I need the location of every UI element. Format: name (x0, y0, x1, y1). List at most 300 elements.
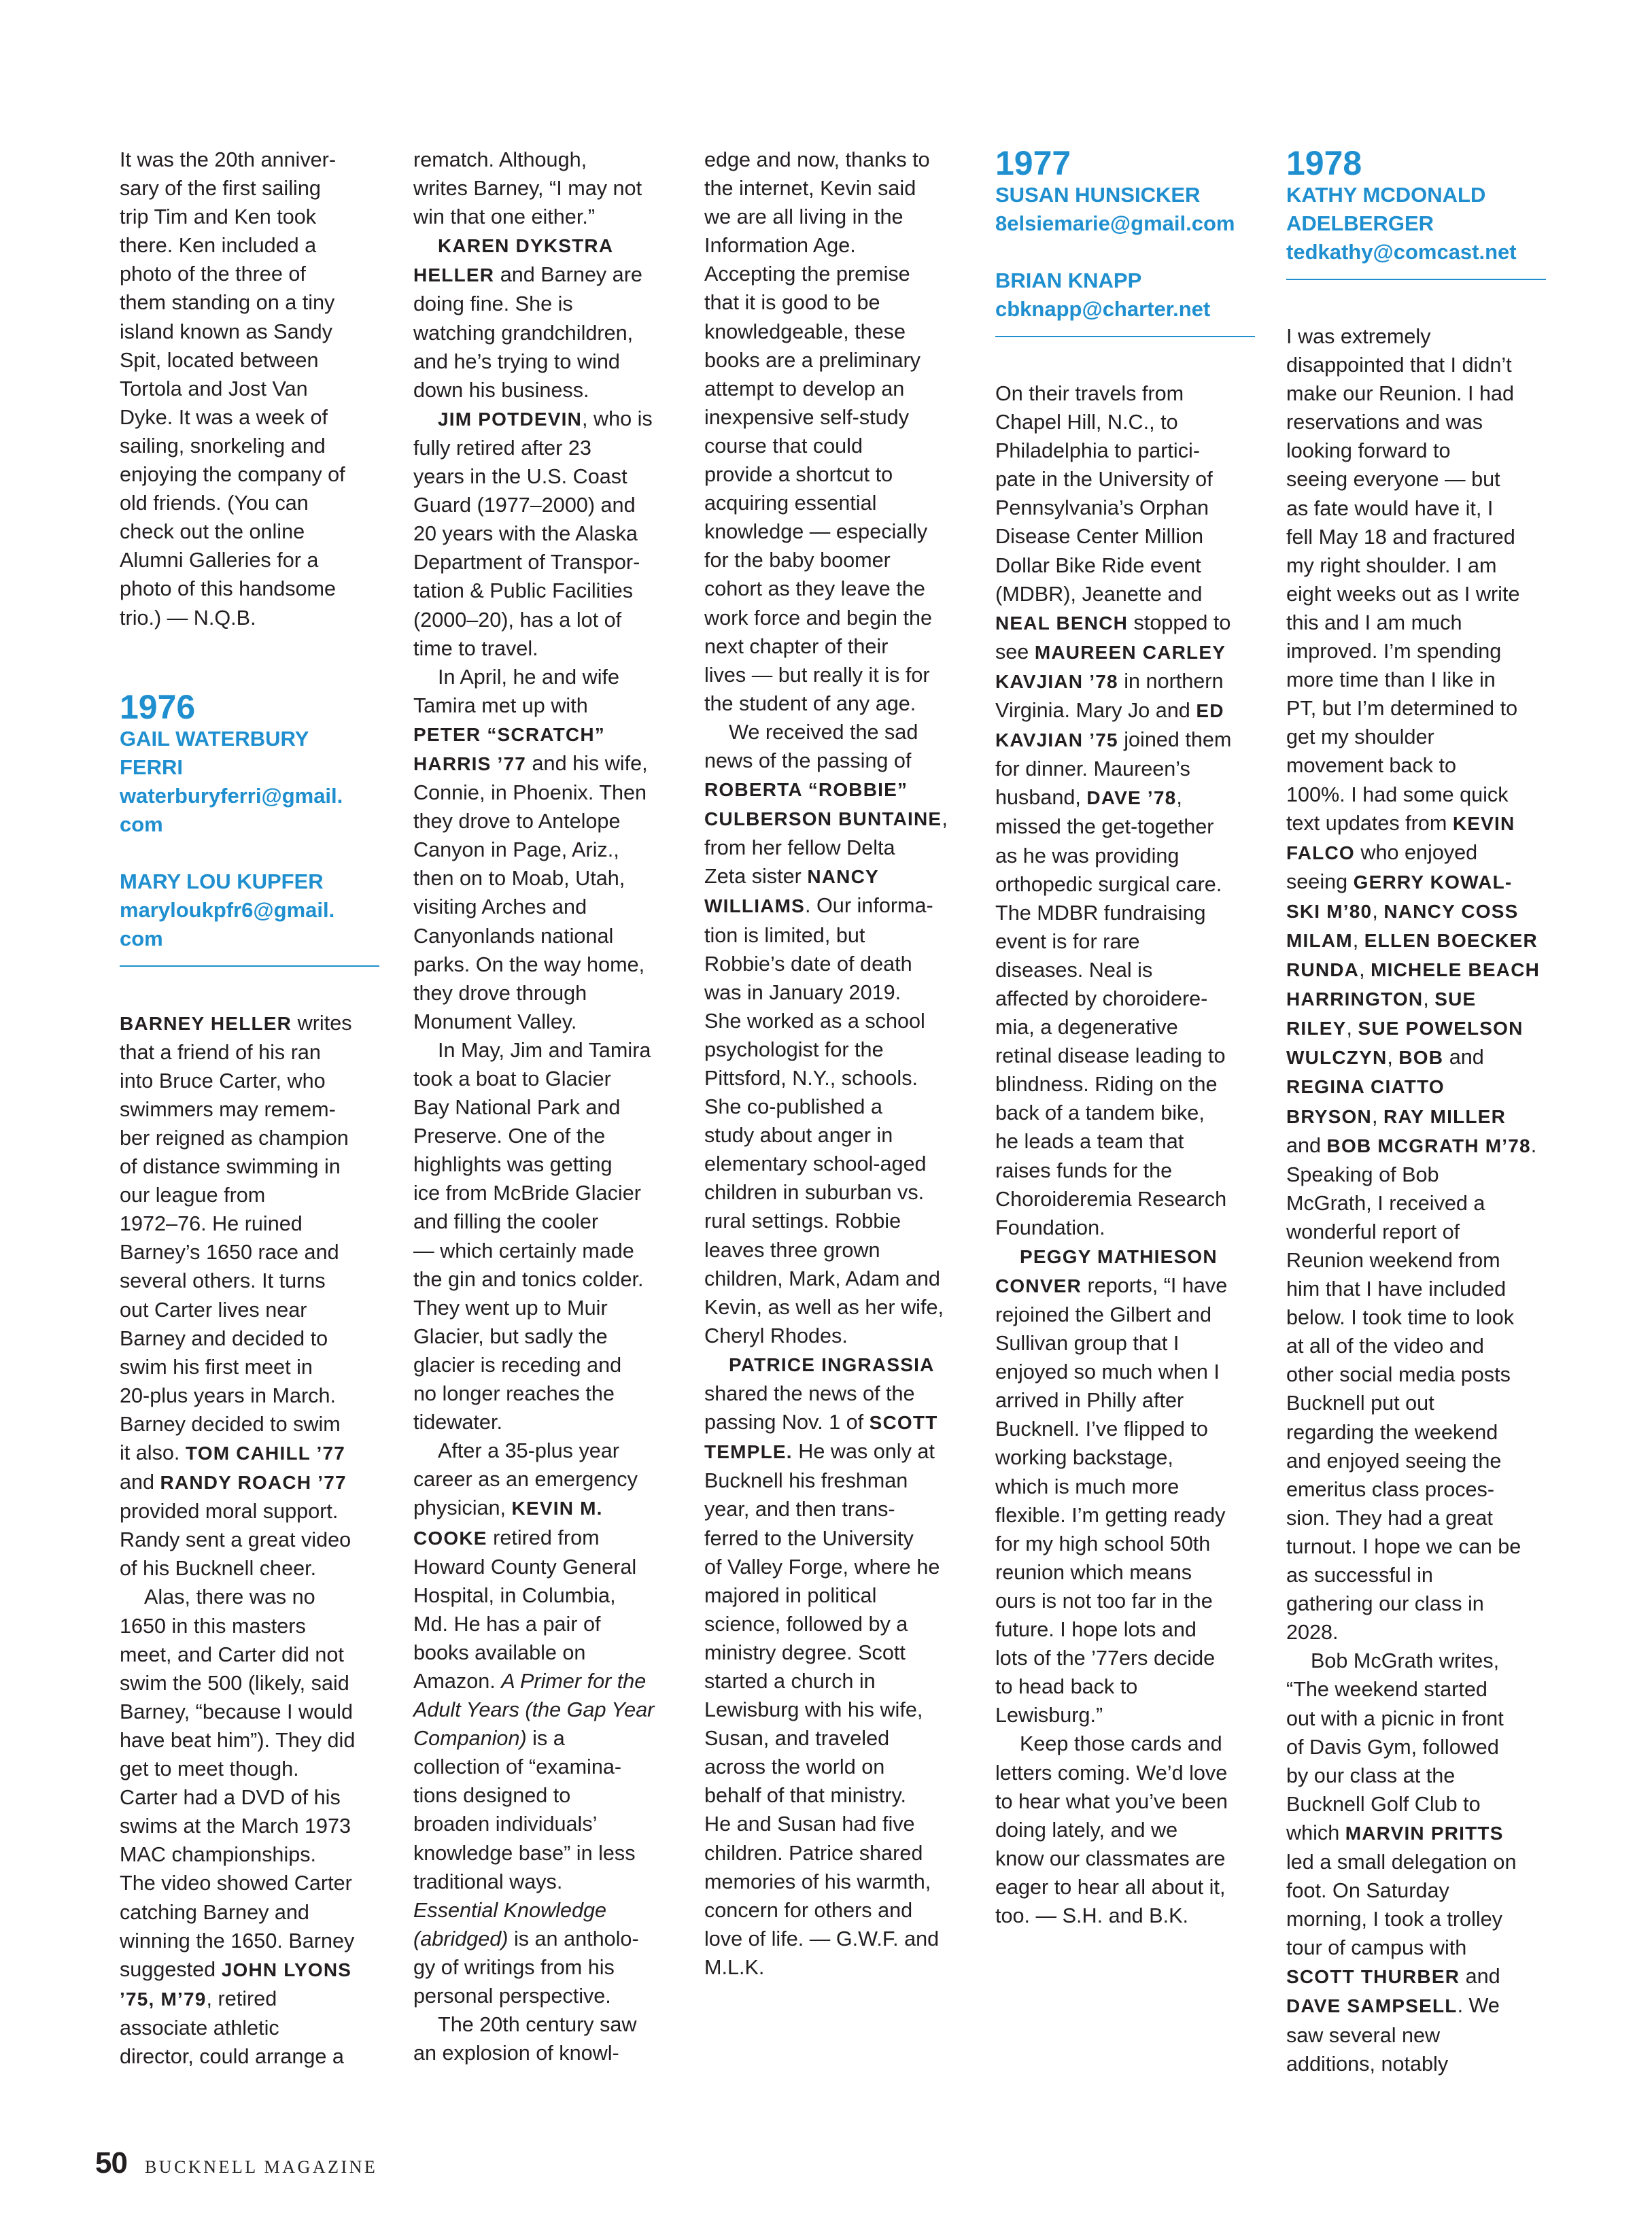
text-run: Dollar Bike Ride event (995, 553, 1201, 577)
alumni-name: SKI M’80 (1286, 900, 1373, 922)
text-run: saw several new (1286, 2023, 1441, 2047)
text-run: course that could (704, 434, 863, 458)
text-run: who enjoyed (1354, 840, 1478, 864)
alumni-name: RAY MILLER (1383, 1105, 1506, 1127)
text-run: (2000–20), has a lot of (413, 608, 622, 632)
text-run: to hear what you’ve been (995, 1789, 1228, 1813)
text-run: down his business. (413, 378, 589, 402)
text-run: The MDBR fundraising (995, 901, 1206, 925)
alumni-name: RUNDA (1286, 959, 1360, 981)
text-run: , who is (582, 407, 653, 430)
text-run: Cheryl Rhodes. (704, 1324, 848, 1347)
text-run: more time than I like in (1286, 668, 1496, 692)
text-run: traditional ways. (413, 1870, 563, 1893)
text-run: stopped to (1128, 610, 1231, 634)
text-run: reservations and was (1286, 411, 1483, 434)
text-run: waterburyferri@gmail. (120, 783, 343, 808)
text-run: career as an emergency (413, 1468, 638, 1492)
text-run: as he was providing (995, 844, 1180, 867)
text-run: and enjoyed seeing the (1286, 1449, 1502, 1473)
text-run: and his wife, (526, 751, 648, 775)
column-1 (120, 145, 386, 2071)
text-run: trio.) — N.Q.B. (120, 606, 256, 630)
text-run: into Bruce Carter, who (120, 1069, 326, 1093)
alumni-name: KEVIN M. (511, 1498, 603, 1519)
text-run: my right shoulder. I am (1286, 553, 1497, 577)
text-run: husband, (995, 786, 1087, 810)
text-run: fell May 18 and fractured (1286, 525, 1515, 549)
text-run: Md. He has a pair of (413, 1612, 601, 1636)
text-run: Speaking of Bob (1286, 1163, 1439, 1186)
text-run: wonderful report of (1286, 1220, 1460, 1243)
text-run: them standing on a tiny (120, 291, 335, 315)
text-run: PT, but I’m determined to (1286, 697, 1518, 721)
text-run: physician, (413, 1496, 512, 1520)
text-run: Chapel Hill, N.C., to (995, 411, 1178, 434)
text-run: director, could arrange a (120, 2044, 344, 2068)
text-run: Bucknell his freshman (704, 1469, 908, 1493)
text-run: swims at the March 1973 (120, 1814, 351, 1838)
book-title: Essential Knowledge (413, 1898, 607, 1922)
text-run: back of a tandem bike, (995, 1101, 1205, 1125)
column-5 (1286, 145, 1553, 2078)
text-run: science, followed by a (704, 1612, 908, 1636)
alumni-name: MAUREEN CARLEY (1034, 641, 1226, 663)
alumni-name: COOKE (413, 1527, 487, 1549)
alumni-name: PEGGY MATHIESON (1020, 1245, 1218, 1267)
text-run: have beat him”). They did (120, 1728, 356, 1752)
alumni-name: JIM POTDEVIN (438, 408, 582, 430)
alumni-name: DAVE SAMPSELL (1286, 1995, 1458, 2017)
text-run: of distance swimming in (120, 1155, 341, 1179)
text-run: Reunion weekend from (1286, 1249, 1500, 1272)
text-run: sailing, snorkeling and (120, 434, 326, 458)
text-run: too. — S.H. and B.K. (995, 1904, 1188, 1927)
text-run: next chapter of their (704, 634, 889, 658)
text-run: was in January 2019. (704, 980, 901, 1004)
text-run: rural settings. Robbie (704, 1209, 901, 1233)
paragraph (1286, 322, 1553, 1647)
text-run: out with a picnic in front (1286, 1706, 1504, 1730)
correspondent-email-link[interactable] (120, 782, 386, 839)
paragraph (413, 663, 680, 1036)
paragraph (704, 1350, 971, 1982)
text-run: MAC championships. (120, 1843, 317, 1867)
text-run: reunion which means (995, 1560, 1192, 1584)
text-run: study about anger in (704, 1124, 893, 1148)
text-run: eager to hear all about it, (995, 1875, 1226, 1899)
alumni-name: HARRIS ’77 (413, 753, 527, 774)
text-run: FERRI (120, 755, 183, 779)
book-title: Companion) (413, 1727, 527, 1751)
text-run: and (1460, 1965, 1500, 1989)
text-run: is a (526, 1727, 565, 1751)
text-run: swim the 500 (likely, said (120, 1671, 349, 1695)
paragraph (704, 145, 971, 718)
text-run: get to meet though. (120, 1757, 299, 1781)
text-run: Monument Valley. (413, 1010, 577, 1033)
text-run: Bucknell Golf Club to (1286, 1792, 1481, 1816)
alumni-name: DAVE ’78 (1086, 787, 1177, 809)
text-run: eight weeks out as I write (1286, 582, 1520, 606)
text-run: know our classmates are (995, 1846, 1226, 1870)
text-run: foot. On Saturday (1286, 1879, 1449, 1903)
alumni-name: KAREN DYKSTRA (438, 235, 614, 257)
text-run: regarding the weekend (1286, 1420, 1498, 1444)
text-run: 1650 in this masters (120, 1614, 306, 1638)
text-run: to head back to (995, 1675, 1138, 1699)
text-run: Tamira met up with (413, 693, 588, 717)
class-correspondent-name (120, 725, 386, 782)
text-run: glacier is receding and (413, 1353, 622, 1377)
alumni-name: ED (1196, 700, 1224, 722)
paragraph (413, 145, 680, 231)
text-run: psychologist for the (704, 1037, 884, 1061)
text-run: there. Ken included a (120, 234, 317, 258)
text-run: retired from (487, 1526, 600, 1549)
text-run: , retired (206, 1986, 277, 2010)
text-run: and filling the cooler (413, 1210, 599, 1234)
text-run: writes (292, 1011, 352, 1035)
text-run: doing lately, and we (995, 1818, 1178, 1842)
text-run: , (1352, 928, 1364, 952)
text-run: In May, Jim and Tamira (438, 1038, 651, 1062)
text-run: Pennsylvania’s Orphan (995, 496, 1209, 520)
text-run: in northern (1118, 669, 1224, 693)
text-run: , (1359, 958, 1371, 982)
text-run: Bucknell. I’ve flipped to (995, 1417, 1208, 1441)
alumni-name: KEVIN (1452, 812, 1515, 834)
text-run: gy of writings from his (413, 1955, 615, 1979)
alumni-name: BARNEY HELLER (120, 1012, 292, 1034)
text-run: looking forward to (1286, 439, 1451, 463)
text-run: tion is limited, but (704, 923, 865, 947)
alumni-name: BOB (1398, 1047, 1444, 1069)
text-run: meet, and Carter did not (120, 1642, 344, 1666)
text-run: seeing (1286, 870, 1354, 893)
text-run: Amazon. (413, 1669, 502, 1693)
text-run: visiting Arches and (413, 895, 587, 919)
text-run: , (1423, 987, 1435, 1011)
text-run: (MDBR), Jeanette and (995, 582, 1203, 606)
text-run: Spit, located between (120, 348, 319, 372)
alumni-name: PATRICE INGRASSIA (729, 1354, 935, 1375)
book-title: Adult Years (the Gap Year (413, 1698, 655, 1722)
text-run: blindness. Riding on the (995, 1073, 1218, 1097)
alumni-name: TOM CAHILL ’77 (185, 1443, 346, 1464)
class-correspondent-name: SUSAN HUNSICKER (995, 183, 1201, 207)
text-run: Randy sent a great video (120, 1528, 351, 1552)
text-run: , (942, 807, 948, 831)
alumni-name: WILLIAMS (704, 895, 806, 917)
alumni-name: SUE POWELSON (1358, 1018, 1524, 1039)
class-year-heading: 1976 (120, 687, 196, 726)
text-run: enjoying the company of (120, 463, 345, 487)
text-run: , (1371, 1104, 1383, 1128)
text-run: work force and begin the (704, 606, 933, 630)
text-run: personal perspective. (413, 1984, 611, 2008)
text-run: retinal disease leading to (995, 1044, 1226, 1068)
text-run: enjoyed so much when I (995, 1360, 1220, 1384)
text-run: lots of the ’77ers decide (995, 1647, 1216, 1670)
text-run: edge and now, thanks to (704, 148, 930, 171)
alumni-name: KAVJIAN ’78 (995, 670, 1118, 692)
column-2 (413, 145, 680, 2067)
text-run: — which certainly made (413, 1239, 634, 1262)
text-run: our league from (120, 1184, 266, 1207)
text-run: Virginia. Mary Jo and (995, 699, 1197, 723)
text-run: across the world on (704, 1755, 885, 1779)
text-run: Bob McGrath writes, (1311, 1649, 1500, 1673)
text-run: suggested (120, 1957, 222, 1981)
text-run: McGrath, I received a (1286, 1191, 1485, 1215)
text-run: Guard (1977–2000) and (413, 494, 636, 517)
text-run: watching grandchildren, (413, 321, 634, 345)
text-run: which is much more (995, 1475, 1180, 1498)
text-run: old friends. (You can (120, 492, 309, 515)
text-run: tidewater. (413, 1411, 502, 1434)
text-run: ice from McBride Glacier (413, 1182, 641, 1205)
alumni-name: TEMPLE. (704, 1441, 793, 1463)
text-run: She co-published a (704, 1095, 882, 1119)
text-run: and (1443, 1046, 1484, 1069)
text-run: concern for others and (704, 1898, 913, 1922)
text-run: disappointed that I didn’t (1286, 354, 1512, 377)
alumni-name: HELLER (413, 264, 495, 286)
text-run: Disease Center Million (995, 525, 1204, 549)
alumni-name: FALCO (1286, 842, 1355, 863)
text-run: catching Barney and (120, 1900, 309, 1924)
text-run: . Our informa- (805, 894, 933, 918)
text-run: ours is not too far in the (995, 1589, 1213, 1613)
text-run: rematch. Although, (413, 148, 587, 171)
text-run: we are all living in the (704, 205, 904, 229)
text-run: ministry degree. Scott (704, 1640, 906, 1664)
text-run: leaves three grown (704, 1238, 880, 1262)
text-run: com (120, 812, 163, 836)
text-run: below. I took time to look (1286, 1306, 1515, 1330)
text-run: provided moral support. (120, 1500, 339, 1524)
text-run: Lewisburg.” (995, 1704, 1103, 1727)
text-run: it also. (120, 1441, 186, 1464)
text-run: from her fellow Delta (704, 836, 895, 860)
text-run: that it is good to be (704, 291, 880, 315)
text-run: of Valley Forge, where he (704, 1555, 940, 1579)
text-run: for the baby boomer (704, 549, 891, 572)
text-run: The 20th century saw (438, 2013, 637, 2037)
text-run: majored in political (704, 1583, 877, 1607)
text-run: Information Age. (704, 234, 856, 258)
correspondent-email-link[interactable] (120, 896, 386, 953)
alumni-name: GERRY KOWAL- (1353, 871, 1513, 893)
text-run: acquiring essential (704, 492, 877, 515)
text-run: Glacier, but sadly the (413, 1324, 608, 1348)
text-run: Robbie’s date of death (704, 952, 912, 976)
text-run: winning the 1650. Barney (120, 1929, 355, 1953)
alumni-name: SCOTT THURBER (1286, 1966, 1460, 1988)
text-run: tour of campus with (1286, 1936, 1467, 1960)
text-run: inexpensive self-study (704, 405, 909, 429)
text-run: KATHY MCDONALD (1286, 183, 1486, 207)
paragraph (704, 718, 971, 1350)
text-run: and (1286, 1133, 1327, 1157)
text-run: is an antholo- (508, 1927, 639, 1950)
text-run: . We (1457, 1994, 1500, 2018)
text-run: Susan, and traveled (704, 1727, 890, 1751)
correspondent-email-link[interactable]: 8elsiemarie@gmail.com (995, 211, 1235, 235)
text-run: . (1530, 1133, 1537, 1157)
text-run: 20-plus years in March. (120, 1383, 336, 1407)
text-run: this and I am much (1286, 610, 1462, 634)
text-run: They went up to Muir (413, 1296, 608, 1320)
text-run: tation & Public Facilities (413, 579, 634, 603)
text-run: knowledge — especially (704, 520, 928, 544)
text-run: Barney, “because I would (120, 1700, 353, 1723)
text-run: arrived in Philly after (995, 1389, 1184, 1413)
text-run: affected by choroidere- (995, 986, 1208, 1010)
text-run: maryloukpfr6@gmail. (120, 897, 335, 922)
text-run: the student of any age. (704, 691, 916, 715)
text-run: led a small delegation on (1286, 1850, 1517, 1874)
class-year-heading: 1977 (995, 144, 1071, 182)
text-run: morning, I took a trolley (1286, 1908, 1502, 1931)
text-run: associate athletic (120, 2016, 279, 2040)
text-run: started a church in (704, 1669, 876, 1693)
paragraph (995, 1730, 1262, 1930)
text-run: parks. On the way home, (413, 952, 645, 976)
text-run: an explosion of knowl- (413, 2042, 619, 2065)
text-run: and (120, 1470, 160, 1494)
text-run: Hospital, in Columbia, (413, 1583, 616, 1607)
alumni-name: NANCY COSS (1383, 900, 1519, 922)
class-correspondent-name (1286, 181, 1553, 238)
text-run: see (995, 640, 1035, 664)
text-run: ferred to the University (704, 1526, 914, 1550)
text-run: additions, notably (1286, 2052, 1449, 2076)
alumni-name: JOHN LYONS (221, 1959, 352, 1980)
text-run: as fate would have it, I (1286, 496, 1494, 520)
alumni-name: PETER “SCRATCH” (413, 723, 605, 745)
book-title: A Primer for the (501, 1669, 647, 1693)
text-run: 1972–76. He ruined (120, 1212, 303, 1236)
paragraph (120, 145, 386, 632)
text-run: Dyke. It was a week of (120, 405, 328, 429)
text-run: Canyonlands national (413, 924, 614, 948)
text-run: future. I hope lots and (995, 1618, 1197, 1642)
text-run: improved. I’m spending (1286, 640, 1502, 664)
alumni-name: CULBERSON BUNTAINE (704, 808, 942, 830)
alumni-name: KAVJIAN ’75 (995, 729, 1118, 751)
text-run: Choroideremia Research (995, 1187, 1227, 1211)
text-run: Howard County General (413, 1555, 637, 1579)
text-run: the gin and tonics colder. (413, 1267, 644, 1291)
column-3 (704, 145, 971, 1982)
text-run: news of the passing of (704, 749, 912, 772)
text-run: 100%. I had some quick (1286, 782, 1509, 806)
text-run: trip Tim and Ken took (120, 205, 317, 229)
magazine-name: BUCKNELL MAGAZINE (144, 2157, 378, 2177)
text-run: him that I have included (1286, 1277, 1507, 1301)
text-run: joined them (1118, 728, 1232, 752)
text-run: Pittsford, N.Y., schools. (704, 1067, 918, 1090)
text-run: time to travel. (413, 636, 538, 660)
text-run: He and Susan had five (704, 1812, 915, 1836)
text-run: memories of his warmth, (704, 1870, 931, 1893)
text-run: In April, he and wife (438, 665, 620, 689)
text-run: Accepting the premise (704, 262, 910, 286)
text-run: passing Nov. 1 of (704, 1411, 870, 1434)
paragraph (1286, 1647, 1553, 2078)
text-run: Alas, there was no (144, 1585, 315, 1609)
text-run: other social media posts (1286, 1363, 1511, 1387)
text-run: com (120, 926, 163, 950)
text-run: at all of the video and (1286, 1335, 1484, 1358)
class-correspondent-name: MARY LOU KUPFER (120, 869, 324, 893)
paragraph (413, 1437, 680, 2010)
text-run: which (1286, 1821, 1345, 1844)
text-run: , (1387, 1046, 1399, 1069)
text-run: Alumni Galleries for a (120, 549, 319, 572)
text-run: 20 years with the Alaska (413, 522, 638, 546)
alumni-name: ELLEN BOECKER (1364, 929, 1538, 951)
text-run: event is for rare (995, 929, 1140, 953)
alumni-name: ROBERTA “ROBBIE” (704, 779, 908, 801)
text-run: knowledgeable, these (704, 320, 906, 343)
text-run: Philadelphia to partici- (995, 439, 1201, 463)
text-run: several others. It turns (120, 1269, 326, 1293)
text-run: She worked as a school (704, 1009, 925, 1033)
correspondent-email-link[interactable]: cbknapp@charter.net (995, 297, 1211, 321)
alumni-name: REGINA CIATTO (1286, 1076, 1445, 1098)
alumni-name: CONVER (995, 1275, 1082, 1296)
paragraph (413, 405, 680, 663)
text-run: get my shoulder (1286, 725, 1434, 749)
text-run: ber reigned as champion (120, 1126, 349, 1150)
text-run: love of life. — G.W.F. and (704, 1927, 940, 1950)
text-run: knowledge base” in less (413, 1841, 636, 1865)
alumni-name: RILEY (1286, 1018, 1347, 1039)
text-run: swimmers may remem- (120, 1097, 336, 1121)
text-run: rejoined the Gilbert and (995, 1303, 1212, 1326)
text-run: text updates from (1286, 811, 1453, 835)
text-run: Zeta sister (704, 865, 808, 889)
text-run: doing fine. She is (413, 292, 573, 316)
text-run: sion. They had a great (1286, 1506, 1493, 1530)
text-run: ADELBERGER (1286, 211, 1434, 235)
text-run: Carter had a DVD of his (120, 1786, 341, 1810)
text-run: sary of the first sailing (120, 177, 321, 201)
text-run: After a 35-plus year (438, 1439, 619, 1463)
text-run: reports, “I have (1082, 1273, 1228, 1297)
text-run: Barney and decided to (120, 1326, 328, 1350)
alumni-name: MICHELE BEACH (1371, 959, 1541, 981)
text-run: for dinner. Maureen’s (995, 757, 1190, 781)
text-run: swim his first meet in (120, 1355, 313, 1379)
text-run: mia, a degenerative (995, 1016, 1178, 1039)
alumni-name: NANCY (807, 866, 879, 888)
text-run: working backstage, (995, 1446, 1173, 1470)
text-run: provide a shortcut to (704, 463, 893, 487)
text-run: Tortola and Jost Van (120, 377, 308, 400)
text-run: children, Mark, Adam and (704, 1267, 940, 1290)
correspondent-email-link[interactable]: tedkathy@comcast.net (1286, 240, 1517, 264)
text-run: make our Reunion. I had (1286, 382, 1515, 406)
page-footer (95, 2146, 377, 2180)
text-run: Department of Transpor- (413, 551, 640, 574)
text-run: GAIL WATERBURY (120, 726, 309, 751)
paragraph (995, 379, 1262, 1242)
text-run: they drove through (413, 981, 587, 1005)
